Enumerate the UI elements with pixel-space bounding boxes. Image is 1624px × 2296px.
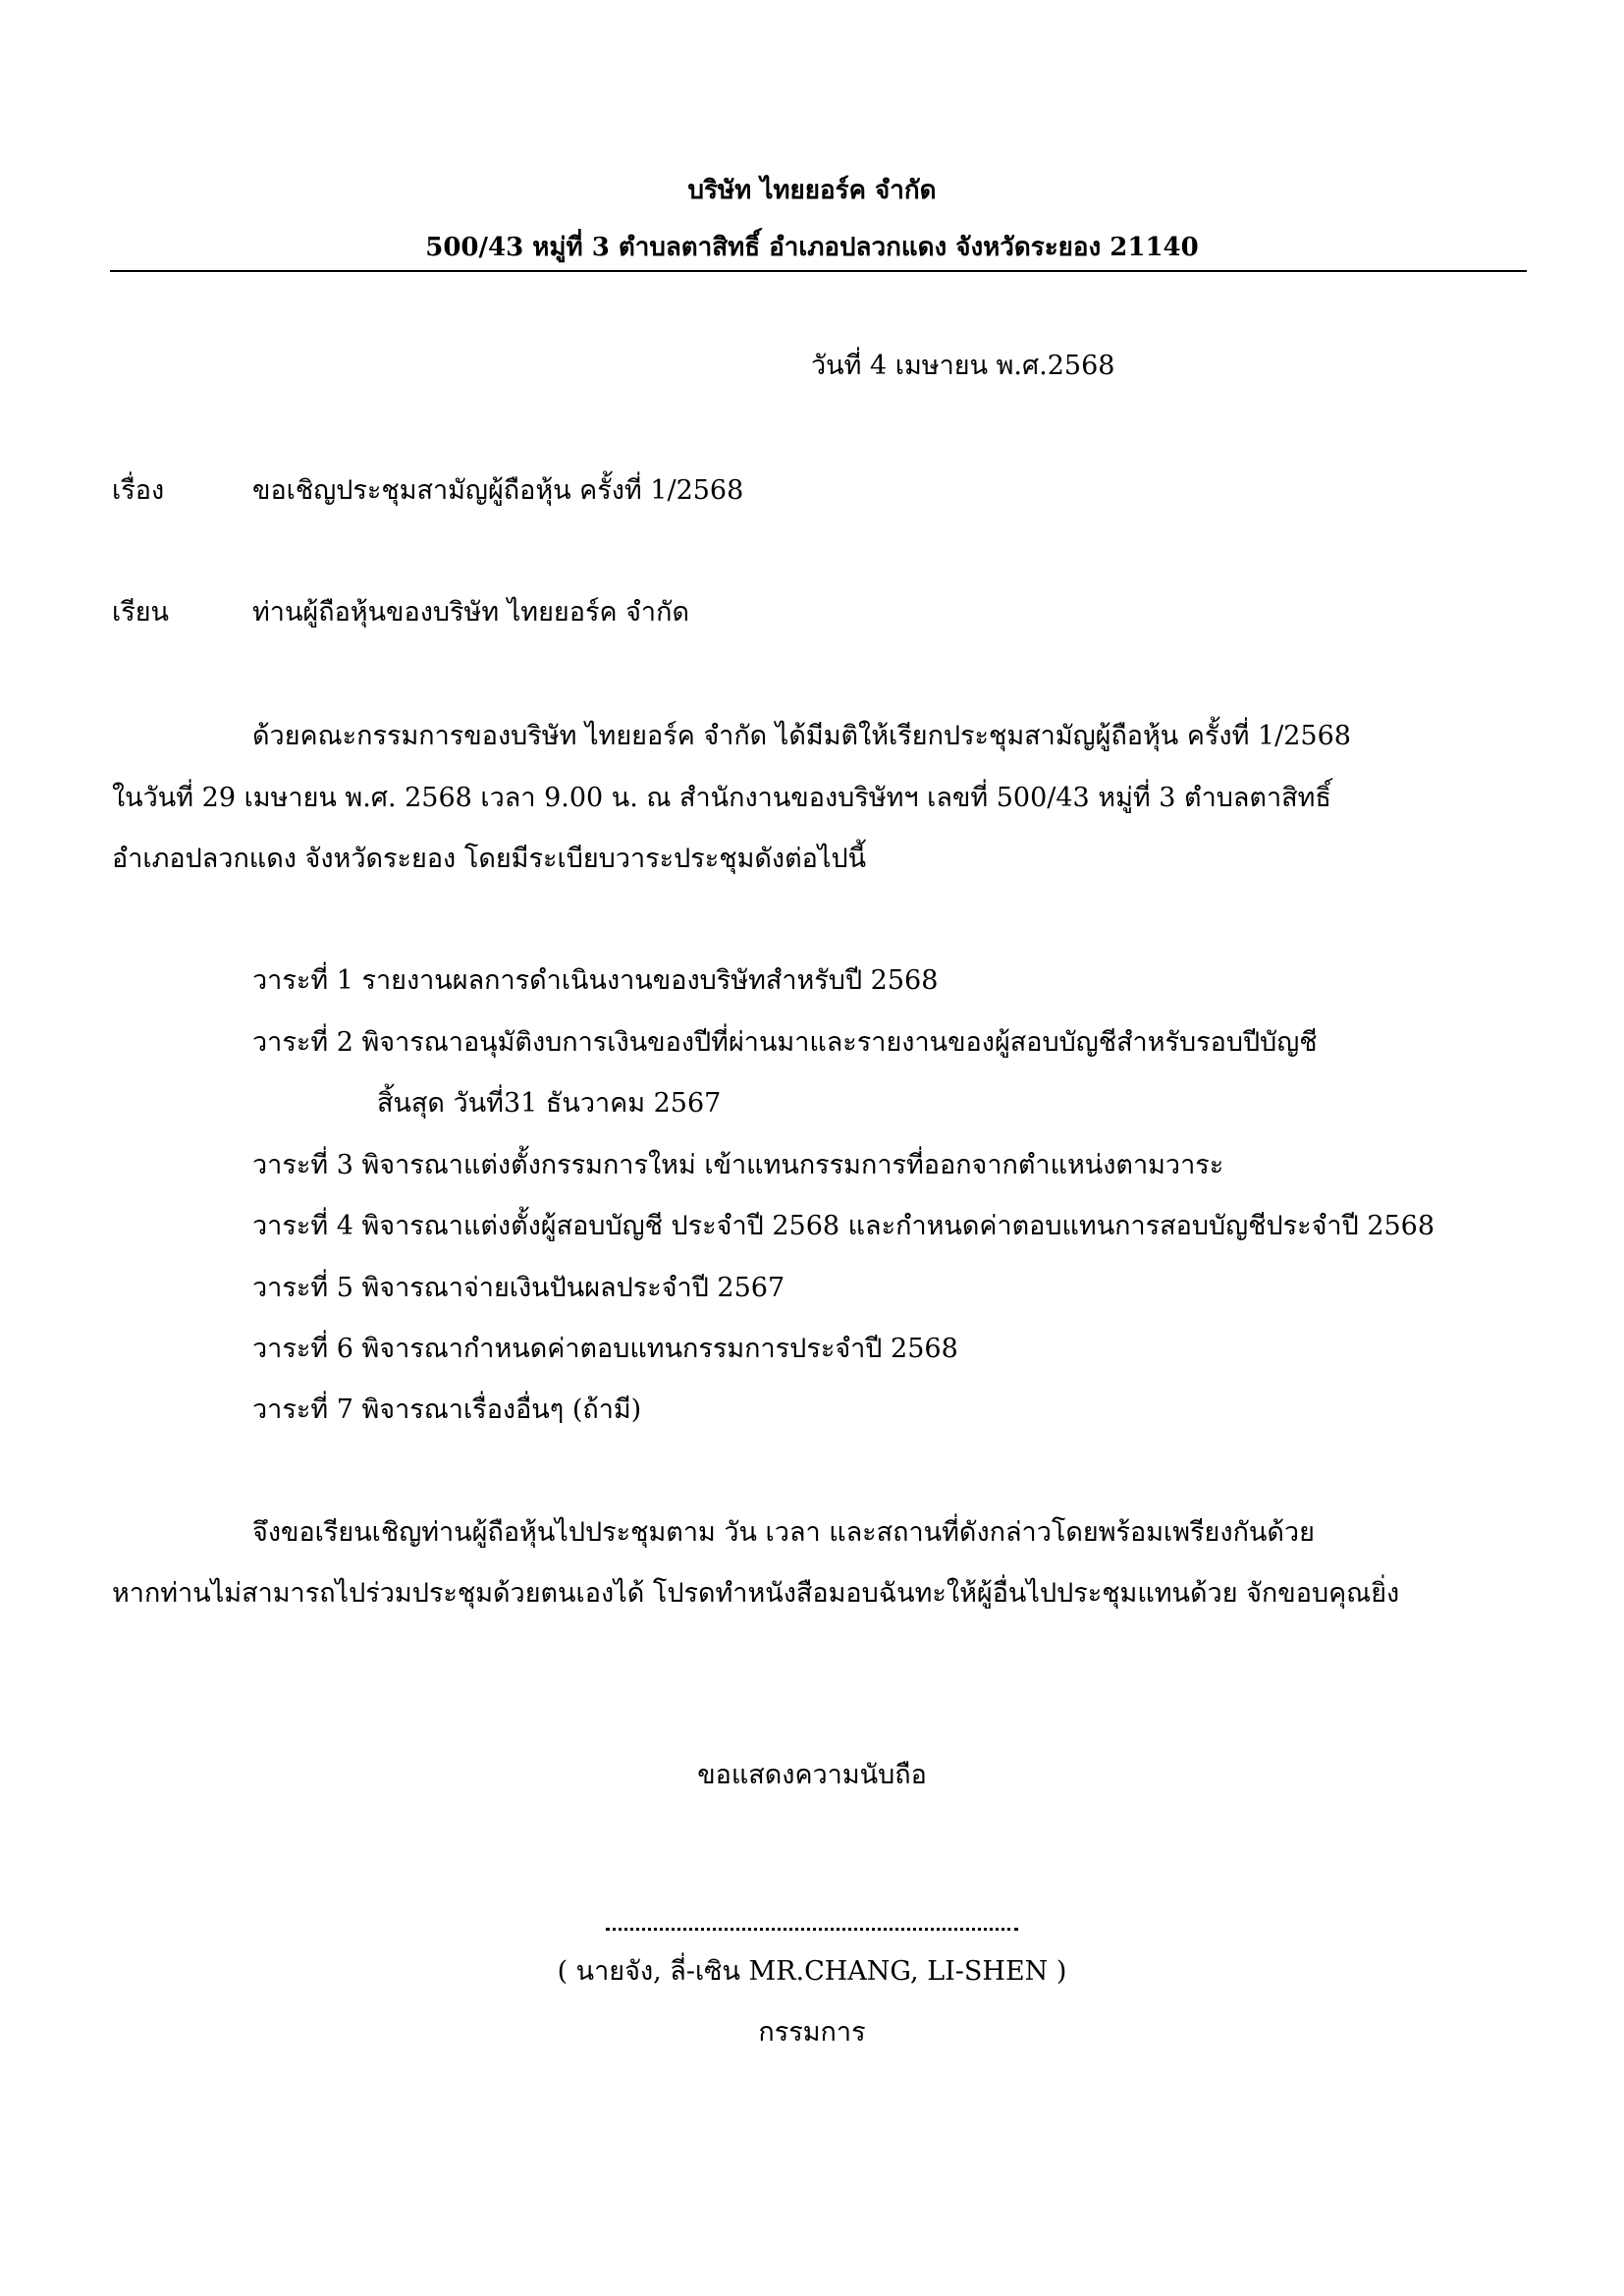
- agenda-item-4: วาระที่ 4 พิจารณาแต่งตั้งผู้สอบบัญชี ประจำปี 2568 และกำหนดค่าตอบแทนการสอบบัญชีประจำปี 2568: [252, 1211, 1435, 1241]
- company-address: 500/43 หมู่ที่ 3 ตำบลตาสิทธิ์ อำเภอปลวกแดง จังหวัดระยอง 21140: [425, 233, 1199, 262]
- signatory-name: ( นายจัง, ลี่-เซิน MR.CHANG, LI-SHEN ): [557, 1956, 1067, 1987]
- agenda-item-6: วาระที่ 6 พิจารณากำหนดค่าตอบแทนกรรมการประจำปี 2568: [252, 1334, 958, 1364]
- recipient-label: เรียน: [112, 597, 170, 628]
- subject-text: ขอเชิญประชุมสามัญผู้ถือหุ้น ครั้งที่ 1/2568: [252, 475, 744, 506]
- agenda-item-1: วาระที่ 1 รายงานผลการดำเนินงานของบริษัทสำหรับปี 2568: [252, 965, 939, 996]
- header-divider: [110, 270, 1527, 272]
- letter-date: วันที่ 4 เมษายน พ.ศ.2568: [811, 351, 1115, 381]
- agenda-item-2: วาระที่ 2 พิจารณาอนุมัติงบการเงินของปีที่ผ่านมาและรายงานของผู้สอบบัญชีสำหรับรอบปีบัญชี: [252, 1027, 1318, 1058]
- agenda-item-7: วาระที่ 7 พิจารณาเรื่องอื่นๆ (ถ้ามี): [252, 1394, 642, 1425]
- intro-line-2: ในวันที่ 29 เมษายน พ.ศ. 2568 เวลา 9.00 น. ณ สำนักงานของบริษัทฯ เลขที่ 500/43 หมู่ที่ 3 ตำบลตาสิทธิ์: [112, 783, 1331, 813]
- company-name: บริษัท ไทยยอร์ค จำกัด: [687, 176, 937, 205]
- subject-label: เรื่อง: [112, 475, 165, 506]
- intro-line-1: ด้วยคณะกรรมการของบริษัท ไทยยอร์ค จำกัด ได้มีมติให้เรียกประชุมสามัญผู้ถือหุ้น ครั้งที่ 1/2568: [252, 721, 1351, 751]
- agenda-item-2-continuation: สิ้นสุด วันที่31 ธันวาคม 2567: [377, 1088, 722, 1119]
- agenda-item-3: วาระที่ 3 พิจารณาแต่งตั้งกรรมการใหม่ เข้าแทนกรรมการที่ออกจากตำแหน่งตามวาระ: [252, 1150, 1224, 1180]
- closing-line-2: หากท่านไม่สามารถไปร่วมประชุมด้วยตนเองได้ โปรดทำหนังสือมอบฉันทะให้ผู้อื่นไปประชุมแทนด้วย จักขอบคุณยิ่ง: [112, 1578, 1400, 1609]
- closing-line-1: จึงขอเรียนเชิญท่านผู้ถือหุ้นไปประชุมตาม วัน เวลา และสถานที่ดังกล่าวโดยพร้อมเพรียงกันด้วย: [252, 1517, 1315, 1548]
- signatory-position: กรรมการ: [758, 2017, 866, 2048]
- intro-line-3: อำเภอปลวกแดง จังหวัดระยอง โดยมีระเบียบวาระประชุมดังต่อไปนี้: [112, 844, 867, 874]
- agenda-item-5: วาระที่ 5 พิจารณาจ่ายเงินปันผลประจำปี 2567: [252, 1273, 785, 1303]
- regards-text: ขอแสดงความนับถือ: [697, 1760, 927, 1790]
- recipient-text: ท่านผู้ถือหุ้นของบริษัท ไทยยอร์ค จำกัด: [252, 597, 689, 628]
- signature-line: [606, 1928, 1018, 1931]
